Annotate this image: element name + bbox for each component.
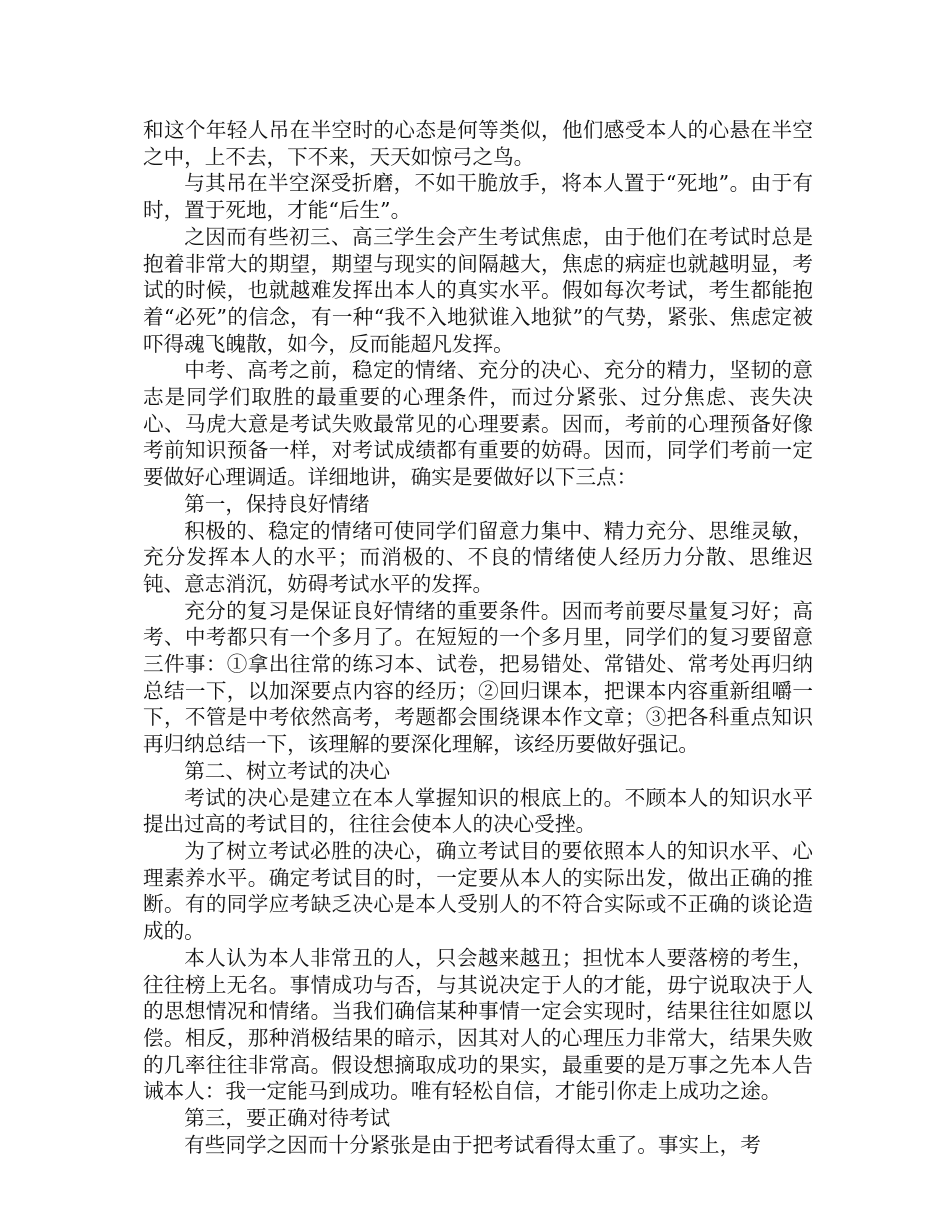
- paragraph: 与其吊在半空深受折磨，不如干脆放手，将本人置于“死地”。由于有时，置于死地，才能“后生”。: [143, 171, 813, 223]
- document-page: [143, 117, 813, 1158]
- paragraph: 为了树立考试必胜的决心，确立考试目的要依照本人的知识水平、心理素养水平。确定考试目的时，一定要从本人的实际出发，做出正确的推断。有的同学应考缺乏决心是本人受别人的不符合实际或不正确的谈论造成的。: [143, 838, 813, 944]
- paragraph: 有些同学之因而十分紧张是由于把考试看得太重了。事实上，考: [184, 1132, 761, 1157]
- section-heading: 第三，要正确对待考试: [184, 1106, 391, 1131]
- paragraph: 考试的决心是建立在本人掌握知识的根底上的。不顾本人的知识水平提出过高的考试目的，往往会使本人的决心受挫。: [143, 785, 813, 837]
- section-heading: 第二、树立考试的决心: [184, 758, 391, 783]
- section-heading: 第一，保持良好情绪: [184, 491, 370, 516]
- paragraph: 之因而有些初三、高三学生会产生考试焦虑，由于他们在考试时总是抱着非常大的期望，期望与现实的间隔越大，焦虑的病症也就越明显，考试的时候，也就越难发挥出本人的真实水平。假如每次考试，考生都能抱着“必死”的信念，有一种“我不入地狱谁入地狱”的气势，紧张、焦虑定被吓得魂飞魄散，如今，反而能超凡发挥。: [143, 224, 813, 356]
- paragraph: 中考、高考之前，稳定的情绪、充分的决心、充分的精力，坚韧的意志是同学们取胜的最重要的心理条件，而过分紧张、过分焦虑、丧失决心、马虎大意是考试失败最常见的心理要素。因而，考前的心理预备好像考前知识预备一样，对考试成绩都有重要的妨碍。因而，同学们考前一定要做好心理调适。详细地讲，确实是要做好以下三点：: [143, 358, 813, 490]
- paragraph: 充分的复习是保证良好情绪的重要条件。因而考前要尽量复习好；高考、中考都只有一个多月了。在短短的一个多月里，同学们的复习要留意三件事：①拿出往常的练习本、试卷，把易错处、常错处、常考处再归纳总结一下，以加深要点内容的经历；②回归课本，把课本内容重新组嚼一下，不管是中考依然高考，考题都会围绕课本作文章；③把各科重点知识再归纳总结一下，该理解的要深化理解，该经历要做好强记。: [143, 598, 813, 757]
- paragraph: 本人认为本人非常丑的人，只会越来越丑；担忧本人要落榜的考生，往往榜上无名。事情成功与否，与其说决定于人的才能，毋宁说取决于人的思想情况和情绪。当我们确信某种事情一定会实现时，结果往往如愿以偿。相反，那种消极结果的暗示，因其对人的心理压力非常大，结果失败的几率往往非常高。假设想摘取成功的果实，最重要的是万事之先本人告诫本人：我一定能马到成功。唯有轻松自信，才能引你走上成功之途。: [143, 945, 813, 1104]
- paragraph: 积极的、稳定的情绪可使同学们留意力集中、精力充分、思维灵敏，充分发挥本人的水平；而消极的、不良的情绪使人经历力分散、思维迟钝、意志消沉，妨碍考试水平的发挥。: [143, 518, 813, 596]
- paragraph: 和这个年轻人吊在半空时的心态是何等类似，他们感受本人的心悬在半空之中，上不去，下不来，天天如惊弓之鸟。: [143, 118, 813, 169]
